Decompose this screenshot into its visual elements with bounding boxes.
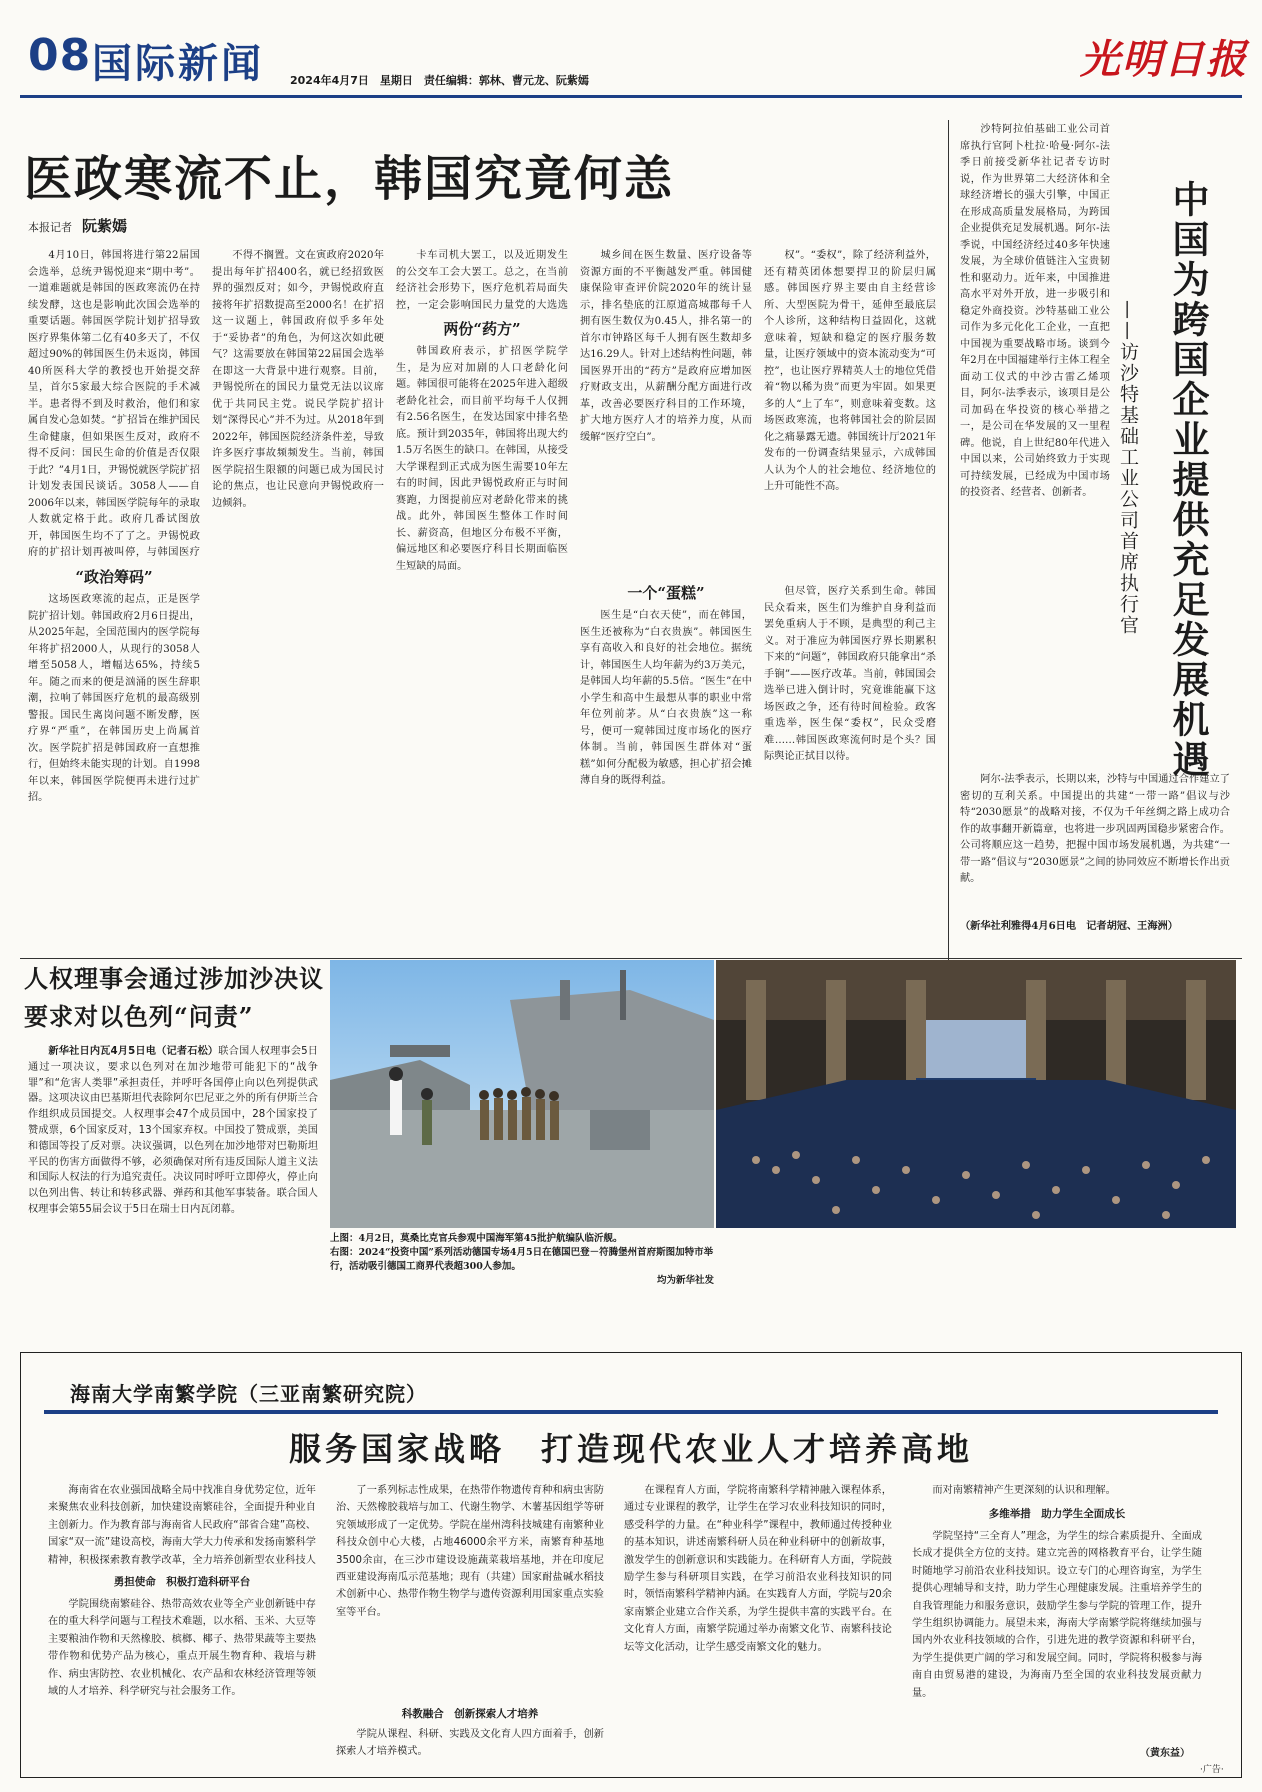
column-divider	[948, 120, 949, 960]
article-column-3b: 韩国政府表示，扩招医学院学生，是为应对加剧的人口老龄化问题。韩国很可能将在2025年进入超级老龄化社会，而目前平均每千人仅拥有2.56名医生，在发达国家中排名垫底。预计到2035年，韩国将出现大约1.5万名医生的缺口。在韩国，从接受大学课程到正式成为医生需要10年左右的时间，因此尹锡悦政府正与时间赛跑，力图提前应对老龄化带来的挑战。此外，韩国医生整体工作时间长、薪资高，但地区分布极不平衡，偏远地区和必要医疗科目长期面临医生短缺的局面。	[396, 346, 568, 572]
ad-credit: （黄东益）	[1140, 1748, 1190, 1759]
caption-right: 右图：2024“投资中国”系列活动德国专场4月5日在德国巴登－符腾堡州首府斯图加特市举行，活动吸引德国工商界代表超300人参加。	[330, 1247, 714, 1272]
photo-navy-ship	[330, 960, 714, 1228]
ad-rule	[44, 1410, 1218, 1414]
article-column-5b: 但尽管，医疗关系到生命。韩国民众看来，医生们为维护自身利益而罢免重病人于不顾，是典型的利己主义。对于准应为韩国医疗界长期累积下来的“问题”，韩国政府只能拿出“杀手锏”——医疗改革。当前，韩国国会选举已进入倒计时，究竟谁能赢下这场医政之争，还有待时间检验。政客重选举，医生保“委权”，民众受磨难……韩国医政寒流何时是个头？国际舆论正拭目以待。	[764, 586, 936, 762]
ad-column-4: 而对南繁精神产生更深刻的认识和理解。	[932, 1485, 1116, 1496]
article-column-4: 城乡间在医生数量、医疗设备等资源方面的不平衡越发严重。韩国健康保险审查评价院2020年的统计显示，排名垫底的江原道高城郡每千人拥有医生数仅为0.45人，排名第一的首尔市钟路区每千人拥有医生数却多达16.29人。针对上述结构性问题，韩国医界开出的“药方”是政府应增加医疗财政支出，从薪酬分配方面进行改革，改善必要医疗科目的工作环境，扩大地方医疗人才的培养力度，从而缓解“医疗空白”。	[580, 250, 752, 443]
right-article-credit: （新华社利雅得4月6日电 记者胡冠、王海洲）	[960, 920, 1178, 932]
ad-title: 服务国家战略 打造现代农业人才培养高地	[288, 1430, 973, 1468]
navy-ship-illustration	[330, 960, 714, 1228]
ad-subhead-4: 多维举措 助力学生全面成长	[988, 1508, 1126, 1520]
ad-column-1: 海南省在农业强国战略全局中找准自身优势定位，近年来聚焦农业科技创新，加快建设南繁硅谷，全面提升种业自主创新力。作为教育部与海南省人民政府“部省合建”高校、国家“双一流”建设高校，海南大学大力传承和发扬南繁科学精神，积极探索教育教学改革，全力培养创新型农业科技人	[48, 1485, 316, 1566]
ad-column-4b: 学院坚持“三全育人”理念，为学生的综合素质提升、全面成长成才提供全方位的支持。建立完善的网格教育平台，让学生随时随地学习前沿农业科技知识。设立专门的心理咨询室，为学生提供心理辅导和支持，助力学生心理健康发展。注重培养学生的自我管理能力和服务意识，鼓励学生参与学院的管理工作，提升学生组织协调能力。展望未来，海南大学南繁学院将继续加强与国内外农业科技领域的合作，引进先进的教学资源和科研平台，为学生提供更广阔的学习和发展空间。同时，学院将积极参与海南自由贸易港的建设，为海南乃至全国的农业科技发展贡献力量。	[912, 1531, 1202, 1699]
hrc-headline-line2: 要求对以色列“问责”	[24, 1002, 254, 1031]
ad-column-2: 了一系列标志性成果，在热带作物遗传育种和病虫害防治、天然橡胶栽培与加工、代谢生物学、木薯基因组学等研究领域形成了一定优势。学院在崖州湾科技城建有南繁种业科技众创中心大楼，占地46000余平方米，南繁育种基地3500余亩，在三沙市建设设施蔬菜栽培基地，并在印度尼西亚建设海南瓜示范基地；现有（共建）国家耐盐碱水稻技术创新中心、热带作物生物学与遗传资源利用国家重点实验室等平台。	[336, 1485, 604, 1618]
right-article-subtitle: ——访沙特基础工业公司首席执行官	[1117, 300, 1139, 636]
photo-conference-hall	[716, 960, 1236, 1228]
ad-column-1b: 学院围绕南繁硅谷、热带高效农业等全产业创新链中存在的重大科学问题与工程技术难题，以水稻、玉米、大豆等主要粮油作物和天然橡胶、槟榔、椰子、热带果蔬等主要热带作物和优势产品为核心，重点开展生物育种、栽培与耕作、病虫害防控、农业机械化、农产品和农林经济管理等领域的人才培养、科学研究与社会服务工作。	[48, 1599, 316, 1698]
right-article-column: 沙特阿拉伯基础工业公司首席执行官阿卜杜拉·哈曼·阿尔-法季日前接受新华社记者专访时说，作为世界第二大经济体和全球经济增长的强大引擎，中国正在形成高质量发展格局，为跨国企业提供充足发展机遇。阿尔-法季说，中国经济经过40多年快速发展，为全球价值链注入宝贵韧性和驱动力。近年来，中国推进高水平对外开放，进一步吸引和稳定外商投资。沙特基础工业公司作为多元化化工企业，一直把中国视为重要战略市场。谈到今年2月在中国福建举行主体工程全面动工仪式的中沙古雷乙烯项目，阿尔-法季表示，该项目是公司加码在华投资的核心举措之一，是公司在华发展的又一里程碑。他说，自上世纪80年代进入中国以来，公司始终致力于实现可持续发展，已经成为中国市场的投资者、经营者、创新者。	[960, 124, 1110, 498]
article-column-1: 4月10日，韩国将进行第22届国会选举，总统尹锡悦迎来“期中考”。一道难题就是韩国的医政寒流仍在持续发酵，这也是影响此次国会选举的重要话题。韩国医学院计划扩招导致医疗界集体第二亿有40多天了，不仅超过90%的韩国医生仍未返岗，韩国40所医科大学的教授也开始提交辞呈，首尔5家最大综合医院的手术减半。患者得不到及时救治，他们和家属自发心急如焚。“扩招旨在维护国民生命健康，但如果医生反对，政府不得不反问：国民生命的价值是否仅限于此？”4月1日，尹锡悦就医学院扩招计划发表国民谈话。3058人——自2006年以来，韩国医学院每年的录取人数就定格于此。政府几番试图放开，韩国医生均不了了之。尹锡悦政府的扩招计划再被叫停，与韩国医疗	[28, 250, 200, 558]
caption-top: 上图：4月2日，莫桑比克官兵参观中国海军第45批护航编队临沂舰。	[330, 1233, 623, 1244]
byline	[28, 215, 127, 236]
ad-organization: 海南大学南繁学院（三亚南繁研究院）	[70, 1382, 427, 1406]
masthead-rule	[20, 95, 1242, 98]
subhead-political-chip: “政治筹码”	[75, 568, 153, 586]
ad-tag: ·广告·	[1200, 1765, 1224, 1775]
byline-prefix: 本报记者	[28, 221, 72, 234]
newspaper-logo: 光明日报	[1080, 36, 1248, 83]
article-column-2: 不得不搁置。文在寅政府2020年提出每年扩招400名，就已经招致医界的强烈反对；如今，尹锡悦政府直接将年扩招数提高至2000名！在扩招这一议题上，韩国政府似乎多年处于“妥协者”的角色，为何这次如此硬气？这需要放在韩国第22届国会选举在即这一大背景中进行观察。目前，尹锡悦所在的国民力量党无法以议席优于共同民主党。说民学院扩招计划“深得民心”并不为过。从2018年到2022年，韩国医院经济条件差，导致许多医疗事故频频发生。当前，韩国医学院招生限额的问题已成为国民讨论的焦点，也让民意向尹锡悦政府一边倾斜。	[212, 250, 384, 509]
page-number: 08	[28, 30, 92, 81]
section-title: 国际新闻	[92, 41, 264, 87]
ad-column-3: 在课程育人方面，学院将南繁科学精神融入课程体系，通过专业课程的教学，让学生在学习农业科技知识的同时，感受科学的力量。在“种业科学”课程中，教师通过传授种业的基本知识，讲述南繁科研人员在种业科研中的创新故事，激发学生的创新意识和实践能力。在科研育人方面，学院鼓励学生参与科研项目实践，在学习前沿农业科技知识的同时，领悟南繁科学精神内涵。在实践育人方面，学院与20余家南繁企业建立合作关系，为学生提供丰富的实践平台。在文化育人方面，南繁学院通过举办南繁文化节、南繁科技论坛等文化活动，让学生感受南繁文化的魅力。	[624, 1485, 892, 1653]
article-column-3: 卡车司机大罢工，以及近期发生的公交车工会大罢工。总之，在当前经济社会形势下，医疗危机若局面失控，一定会影响国民力量党的大选选	[396, 250, 568, 311]
subhead-one-cake: 一个“蛋糕”	[627, 584, 705, 602]
hrc-headline	[24, 960, 324, 1036]
subhead-two-prescriptions: 两份“药方”	[443, 320, 521, 338]
conference-hall-illustration	[716, 960, 1236, 1228]
article-column-1b: 这场医政寒流的起点，正是医学院扩招计划。韩国政府2月6日提出，从2025年起，全国范围内的医学院每年将扩招2000人，从现行的3058人增至5058人，增幅达65%，持续5年。随之而来的便是汹涌的医生辞职潮，拉响了韩国医疗危机的最高级别警报。国民生离岗问题不断发酵，医疗界“严重”，在韩国历史上尚属首次。医学院扩招是韩国政府一直想推行，但始终未能实现的计划。自1998年以来，韩国医学院便再未进行过扩招。	[28, 594, 200, 803]
byline-name: 阮紫嫣	[82, 217, 128, 235]
hrc-dateline: 新华社日内瓦4月5日电（记者石松）	[48, 1046, 219, 1057]
hrc-body: 新华社日内瓦4月5日电（记者石松）联合国人权理事会5日通过一项决议，要求以色列对在加沙地带可能犯下的“战争罪”和“危害人类罪”承担责任，并呼吁各国停止向以色列提供武器。这项决议由巴基斯坦代表除阿尔巴尼亚之外的所有伊斯兰合作组织成员国提交。人权理事会47个成员国中，28个国家投了赞成票，6个国家反对，13个国家弃权。中国投了赞成票，美国和德国等投了反对票。决议强调，以色列在加沙地带对巴勒斯坦平民的伤害方面做得不够，必须确保对所有违反国际人道主义法和国际人权法的行为追究责任。决议同时呼吁立即停火，停止向以色列出售、转让和转移武器、弹药和其他军事装备。联合国人权理事会第55届会议于5日在瑞士日内瓦闭幕。	[28, 1046, 318, 1215]
main-headline: 医政寒流不止，韩国究竟何恙	[24, 151, 675, 207]
photo-caption	[330, 1232, 714, 1288]
ad-subhead-2: 科教融合 创新探索人才培养	[401, 1708, 539, 1720]
ad-column-2b: 学院从课程、科研、实践及文化育人四方面着手，创新探索人才培养模式。	[336, 1729, 604, 1758]
hrc-headline-line1: 人权理事会通过涉加沙决议	[24, 964, 324, 993]
date-line: 2024年4月7日 星期日 责任编辑：郭林、曹元龙、阮紫嫣	[290, 74, 589, 87]
ad-subhead-1: 勇担使命 积极打造科研平台	[113, 1576, 251, 1588]
photo-credit: 均为新华社发	[656, 1275, 714, 1286]
article-column-5: 权”。“委权”，除了经济利益外，还有精英团体想要捍卫的阶层归属感。韩国医疗界主要由自主经营诊所、大型医院为骨干，延伸至最底层个人诊所，这种结构日益固化，这就意味着，短缺和稳定的医疗服务数量，让医疗领域中的资本流动变为“可控”，也让医疗界精英人士的地位凭借着“物以稀为贵”而更为牢固。如果更多的人“上了车”，则意味着变数。这场医政寒流，也将韩国社会的阶层固化之痛暴露无遗。韩国统计厅2021年发布的一份调查结果显示，六成韩国人认为个人的社会地位、经济地位的上升可能性不高。	[764, 250, 936, 492]
right-article-wide: 阿尔-法季表示，长期以来，沙特与中国通过合作建立了密切的互利关系。中国提出的共建“一带一路”倡议与沙特“2030愿景”的战略对接，不仅为千年丝绸之路上成功合作的故事翻开新篇章，也将进一步巩固两国稳步紧密合作。公司将顺应这一趋势，把握中国市场发展机遇，为共建“一带一路”倡议与“2030愿景”之间的协同效应不断增长作出贡献。	[960, 774, 1230, 884]
right-article-title: 中国为跨国企业提供充足发展机遇	[1166, 180, 1209, 780]
horizontal-divider	[20, 958, 1242, 959]
article-column-4b: 医生是“白衣天使”，而在韩国，医生还被称为“白衣贵族”。韩国医生享有高收入和良好的社会地位。据统计，韩国医生人均年薪为约3万美元，是韩国人均年薪的5.5倍。“医生”在中小学生和高中生最想从事的职业中常年位列前茅。从“白衣贵族”这一称号，便可一窥韩国过度市场化的医疗体制。当前，韩国医生群体对“蛋糕”如何分配极为敏感，担心扩招会摊薄自身的既得利益。	[580, 610, 752, 786]
